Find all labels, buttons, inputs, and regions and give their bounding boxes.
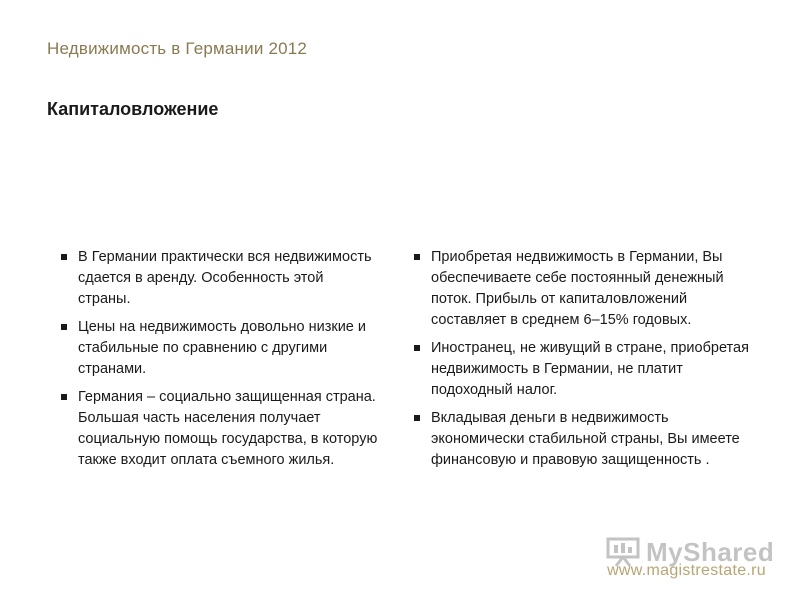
bullet-item <box>414 247 764 331</box>
square-bullet-icon <box>414 254 420 260</box>
square-bullet-icon <box>414 345 420 351</box>
bullet-item <box>414 338 764 401</box>
square-bullet-icon <box>61 254 67 260</box>
bullet-item <box>414 408 764 471</box>
bullet-text: Цены на недвижимость довольно низкие и стабильные по сравнению с другими странами. <box>78 319 366 377</box>
slide-subtitle: Недвижимость в Германии 2012 <box>47 39 308 58</box>
bullet-text: Германия – социально защищенная страна. Большая часть населения получает социальную помощь государства, в которую также входит оплата съемного жилья. <box>78 389 378 468</box>
bullet-item <box>61 317 379 380</box>
bullet-text: Вкладывая деньги в недвижимость экономически стабильной страны, Вы имеете финансовую и правовую защищенность . <box>431 410 740 468</box>
website-link[interactable]: www.magistrestate.ru <box>607 562 766 579</box>
bullet-text: Приобретая недвижимость в Германии, Вы обеспечиваете себе постоянный денежный поток. Прибыль от капиталовложений составляет в среднем 6–15% годовых. <box>431 249 724 328</box>
square-bullet-icon <box>61 324 67 330</box>
bullet-text: Иностранец, не живущий в стране, приобретая недвижимость в Германии, не платит подоходный налог. <box>431 340 749 398</box>
bullet-text: В Германии практически вся недвижимость сдается в аренду. Особенность этой страны. <box>78 249 372 307</box>
square-bullet-icon <box>61 394 67 400</box>
left-bullet-list <box>61 247 379 478</box>
watermark-text: MyShared <box>646 537 775 567</box>
right-bullet-list <box>414 247 764 478</box>
square-bullet-icon <box>414 415 420 421</box>
bullet-item <box>61 387 379 471</box>
slide-title: Капиталовложение <box>47 99 219 119</box>
bullet-item <box>61 247 379 310</box>
